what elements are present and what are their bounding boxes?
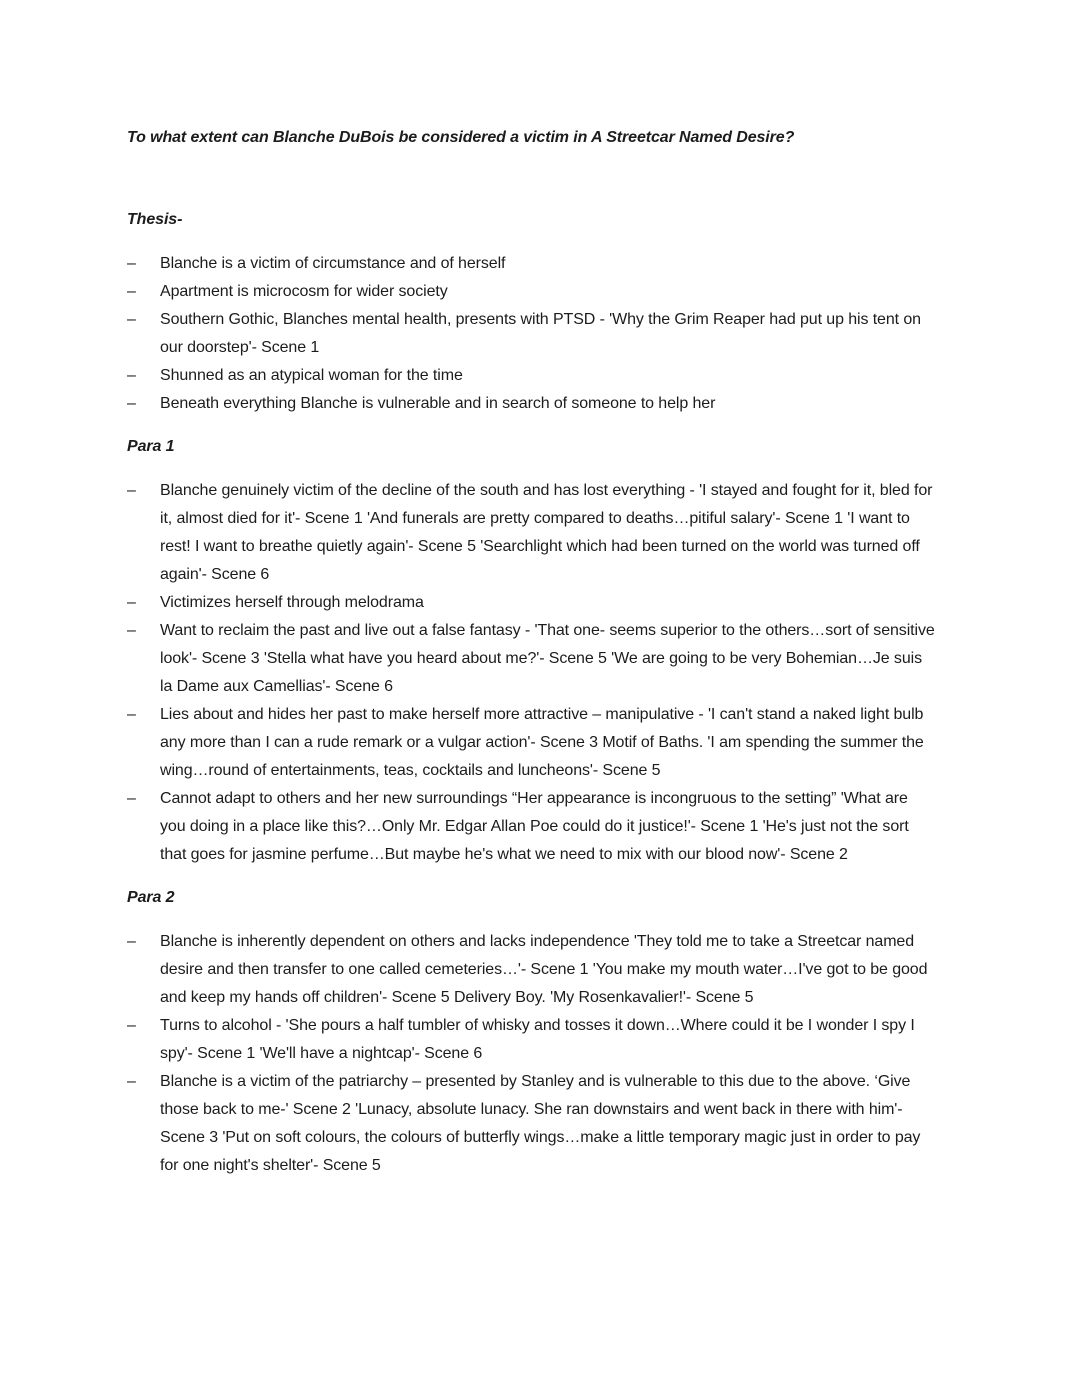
bullet-item (127, 701, 935, 785)
bullet-text: Victimizes herself through melodrama (160, 594, 424, 611)
bullet-dash: – (127, 622, 136, 639)
bullet-text: Shunned as an atypical woman for the time (160, 367, 463, 384)
bullet-item (127, 250, 935, 278)
document-title: To what extent can Blanche DuBois be considered a victim in A Streetcar Named Desire? (127, 129, 795, 146)
bullet-dash: – (127, 1017, 136, 1034)
bullet-text: Apartment is microcosm for wider society (160, 283, 448, 300)
section-heading-para-1: Para 1 (127, 438, 175, 455)
bullet-list (127, 477, 935, 869)
bullet-dash: – (127, 594, 136, 611)
bullet-list (127, 250, 935, 418)
bullet-item (127, 362, 935, 390)
bullet-item (127, 390, 935, 418)
document-content (127, 124, 935, 1180)
bullet-text: Want to reclaim the past and live out a false fantasy - 'That one- seems superior to the others…sort of sensitive look'- Scene 3 'Stella what have you heard about me?'- Scene 5 'We are going to be very Bohemian…Je suis la Dame aux Camellias'- Scene 6 (160, 622, 935, 695)
bullet-item (127, 278, 935, 306)
section-heading-para-2: Para 2 (127, 889, 175, 906)
bullet-text: Southern Gothic, Blanches mental health, presents with PTSD - 'Why the Grim Reaper had put up his tent on our doorstep'- Scene 1 (160, 311, 921, 356)
bullet-text: Blanche is a victim of circumstance and of herself (160, 255, 506, 272)
bullet-dash: – (127, 706, 136, 723)
bullet-text: Lies about and hides her past to make herself more attractive – manipulative - 'I can't stand a naked light bulb any more than I can a rude remark or a vulgar action'- Scene 3 Motif of Baths. 'I am spending the summer the wing…round of entertainments, teas, cocktails and luncheons'- Scene 5 (160, 706, 924, 779)
bullet-item (127, 589, 935, 617)
bullet-list (127, 928, 935, 1180)
bullet-item (127, 928, 935, 1012)
document-sections (127, 206, 935, 1180)
bullet-item (127, 1068, 935, 1180)
bullet-dash: – (127, 311, 136, 328)
bullet-item (127, 617, 935, 701)
bullet-dash: – (127, 283, 136, 300)
bullet-dash: – (127, 482, 136, 499)
bullet-dash: – (127, 1073, 136, 1090)
bullet-text: Blanche is inherently dependent on others and lacks independence 'They told me to take a Streetcar named desire and then transfer to one called cemeteries…'- Scene 1 'You make my mouth water…I've got to be good and keep my hands off children'- Scene 5 Delivery Boy. 'My Rosenkavalier!'- Scene 5 (160, 933, 928, 1006)
bullet-item (127, 785, 935, 869)
bullet-item (127, 1012, 935, 1068)
bullet-dash: – (127, 933, 136, 950)
bullet-dash: – (127, 255, 136, 272)
bullet-dash: – (127, 790, 136, 807)
bullet-text: Turns to alcohol - 'She pours a half tumbler of whisky and tosses it down…Where could it be I wonder I spy I spy'- Scene 1 'We'll have a nightcap'- Scene 6 (160, 1017, 915, 1062)
bullet-text: Blanche is a victim of the patriarchy – presented by Stanley and is vulnerable to this due to the above. ‘Give those back to me-' Scene 2 'Lunacy, absolute lunacy. She ran downstairs and went back in there with him'- Scene 3 'Put on soft colours, the colours of butterfly wings…make a little temporary magic just in order to pay for one night's shelter'- Scene 5 (160, 1073, 921, 1174)
bullet-text: Cannot adapt to others and her new surroundings “Her appearance is incongruous to the setting” 'What are you doing in a place like this?…Only Mr. Edgar Allan Poe could do it justice!'- Scene 1 'He's just not the sort that goes for jasmine perfume…But maybe he's what we need to mix with our blood now'- Scene 2 (160, 790, 909, 863)
bullet-text: Beneath everything Blanche is vulnerable and in search of someone to help her (160, 395, 716, 412)
bullet-text: Blanche genuinely victim of the decline of the south and has lost everything - 'I stayed and fought for it, bled for it, almost died for it'- Scene 1 'And funerals are pretty compared to deaths…pitiful salary'- Scene 1 'I want to rest! I want to breathe quietly again'- Scene 5 'Searchlight which had been turned on the world was turned off again'- Scene 6 (160, 482, 933, 583)
bullet-dash: – (127, 367, 136, 384)
bullet-item (127, 306, 935, 362)
bullet-item (127, 477, 935, 589)
bullet-dash: – (127, 395, 136, 412)
section-heading-thesis: Thesis- (127, 211, 183, 228)
